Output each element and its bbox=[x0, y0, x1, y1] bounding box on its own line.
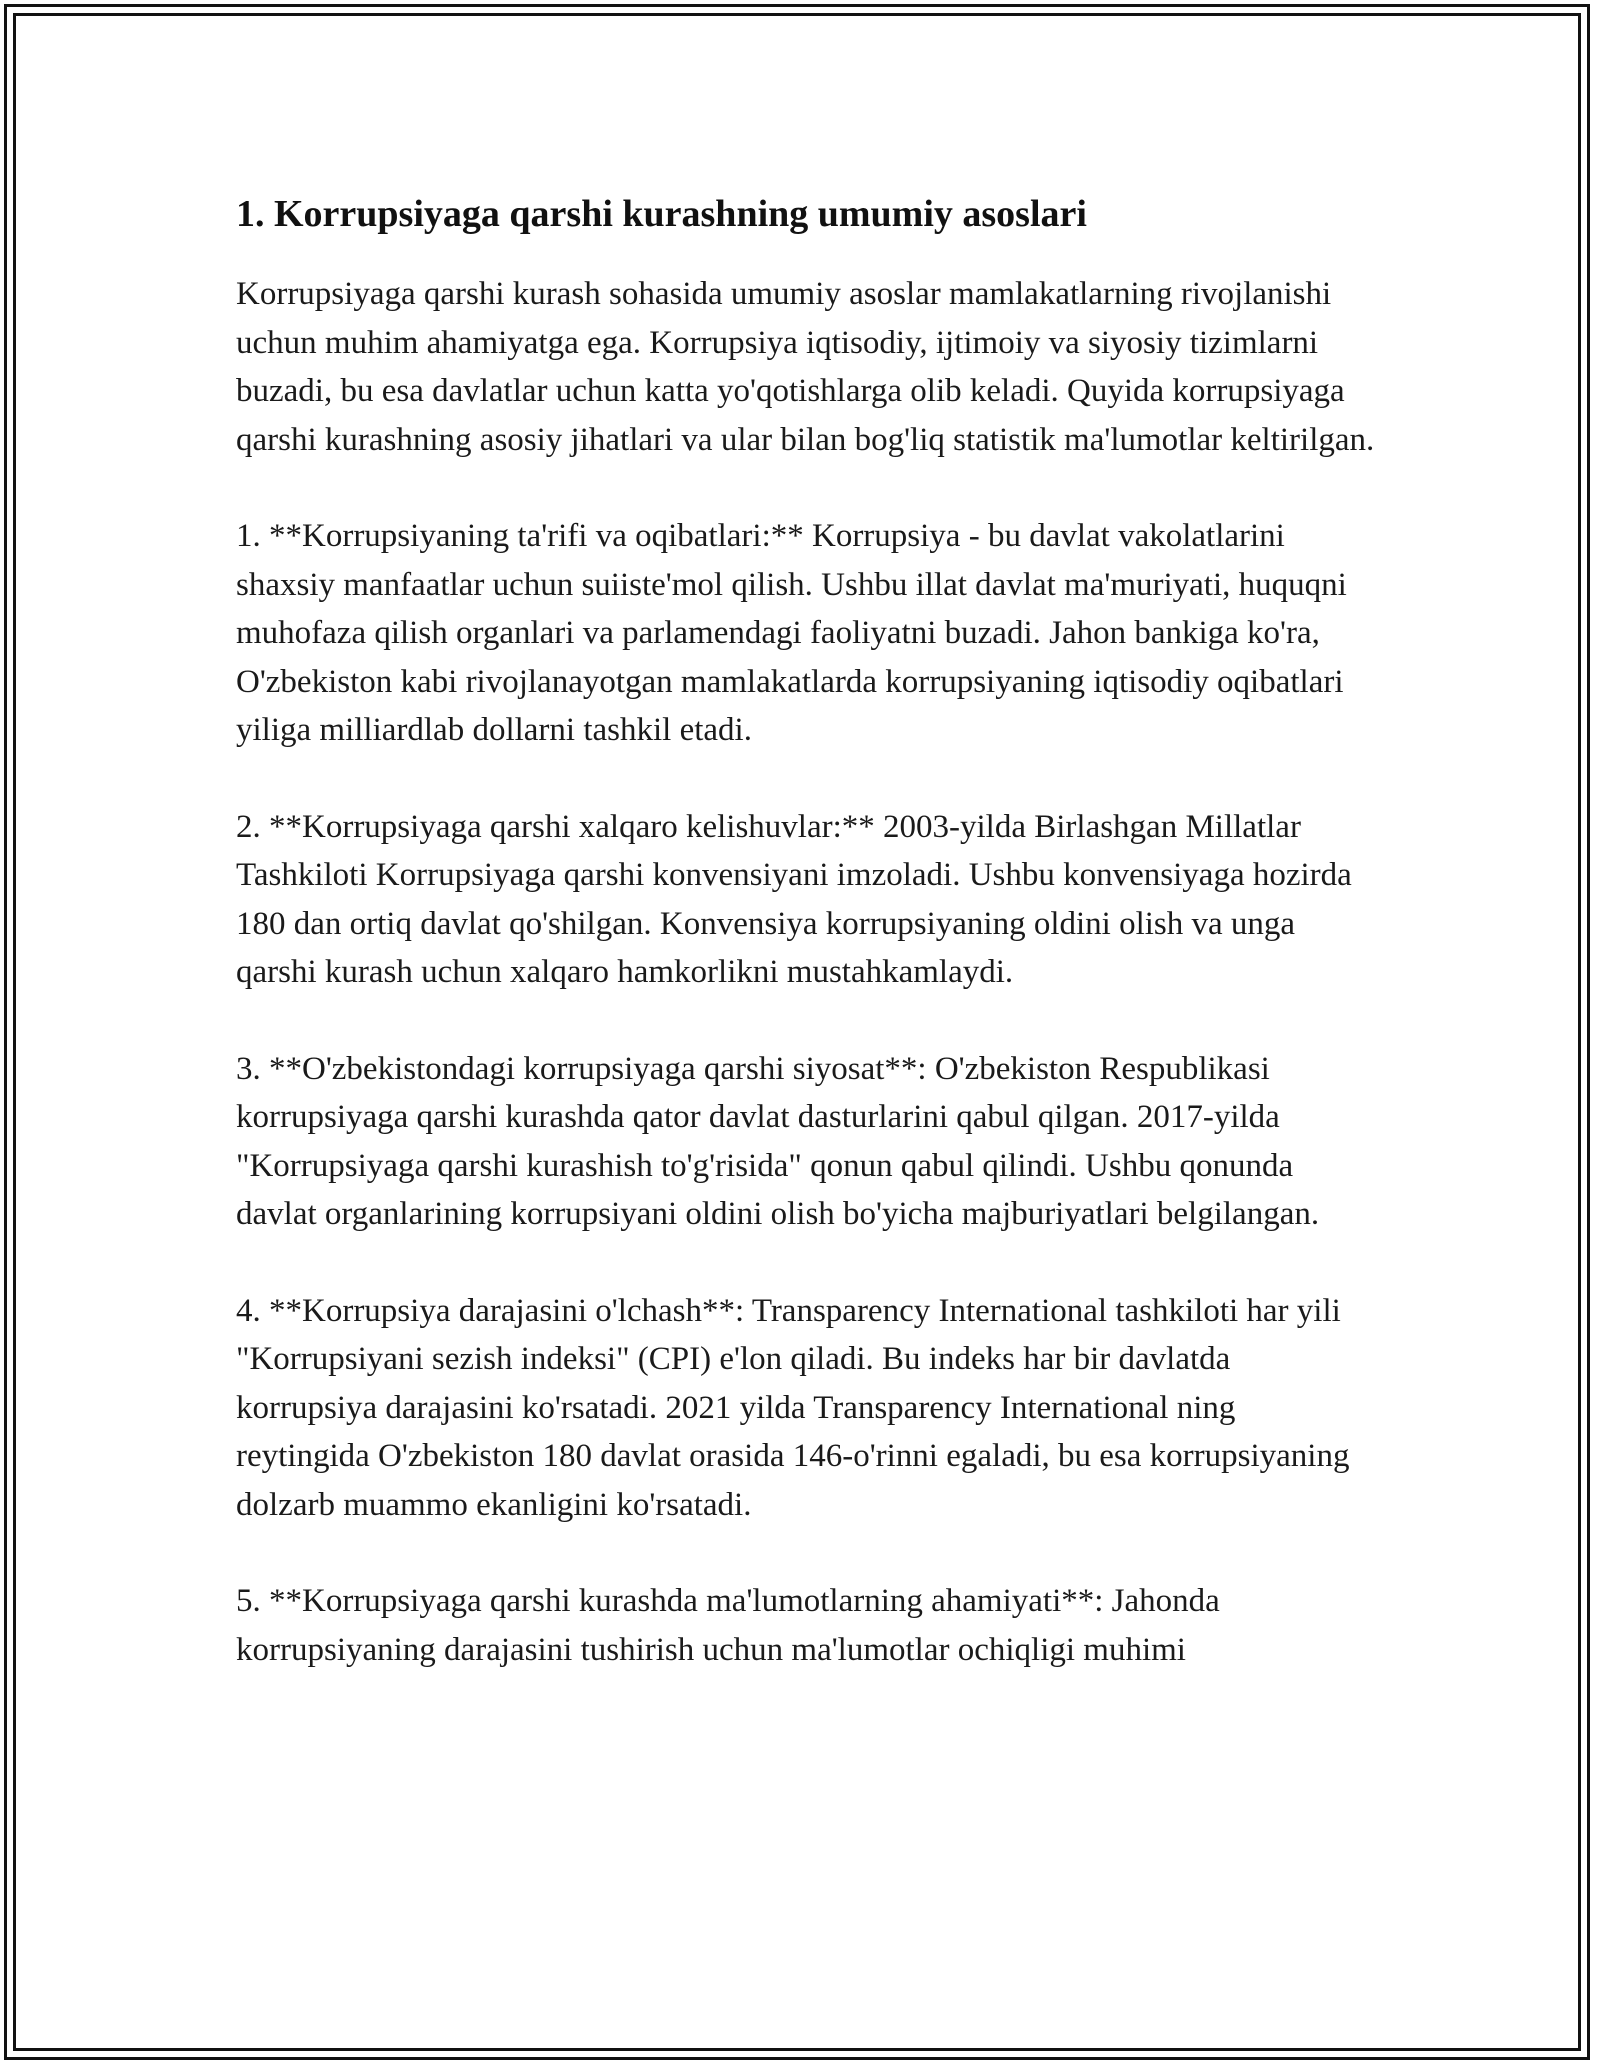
paragraph-uzbekistan-policy: 3. **O'zbekistondagi korrupsiyaga qarshi siyosat**: O'zbekiston Respublikasi korrupsiyaga qarshi kurashda qator davlat dasturlarini qabul qilgan. 2017-yilda "Korrupsiyaga qarshi kurashish to'g'risida" qonun qabul qilindi. Ushbu qonunda davlat organlarining korrupsiyani oldini olish bo'yicha majburiyatlari belgilangan. bbox=[236, 1050, 1320, 1232]
intro-paragraph: Korrupsiyaga qarshi kurash sohasida umumiy asoslar mamlakatlarning rivojlanishi uchun muhim ahamiyatga ega. Korrupsiya iqtisodiy, ijtimoiy va siyosiy tizimlarni buzadi, bu esa davlatlar uchun katta yo'qotishlarga olib keladi. Quyida korrupsiyaga qarshi kurashning asosiy jihatlari va ular bilan bog'liq statistik ma'lumotlar keltirilgan. bbox=[236, 276, 1375, 458]
paragraph-measurement: 4. **Korrupsiya darajasini o'lchash**: Transparency International tashkiloti har yili "Korrupsiyani sezish indeksi" (CPI) e'lon qiladi. Bu indeks har bir davlatda korrupsiya darajasini ko'rsatadi. 2021 yilda Transparency International ning reytingida O'zbekiston 180 davlat orasida 146-o'rinni egaladi, bu esa korrupsiyaning dolzarb muammo ekanligini ko'rsatadi. bbox=[236, 1292, 1350, 1523]
section-title: 1. Korrupsiyaga qarshi kurashning umumiy asoslari bbox=[236, 193, 1087, 235]
document-body bbox=[236, 188, 1376, 1674]
paragraph-international-agreements: 2. **Korrupsiyaga qarshi xalqaro kelishuvlar:** 2003-yilda Birlashgan Millatlar Tashkiloti Korrupsiyaga qarshi konvensiyani imzoladi. Ushbu konvensiyaga hozirda 180 dan ortiq davlat qo'shilgan. Konvensiya korrupsiyaning oldini olish va unga qarshi kurash uchun xalqaro hamkorlikni mustahkamlaydi. bbox=[236, 808, 1352, 990]
paragraph-definition: 1. **Korrupsiyaning ta'rifi va oqibatlari:** Korrupsiya - bu davlat vakolatlarini shaxsiy manfaatlar uchun suiiste'mol qilish. Ushbu illat davlat ma'muriyati, huquqni muhofaza qilish organlari va parlamendagi faoliyatni buzadi. Jahon bankiga ko'ra, O'zbekiston kabi rivojlanayotgan mamlakatlarda korrupsiyaning iqtisodiy oqibatlari yiliga milliardlab dollarni tashkil etadi. bbox=[236, 518, 1347, 748]
paragraph-data-importance: 5. **Korrupsiyaga qarshi kurashda ma'lumotlarning ahamiyati**: Jahonda korrupsiyaning darajasini tushirish uchun ma'lumotlar ochiqligi muhimi bbox=[236, 1583, 1220, 1668]
